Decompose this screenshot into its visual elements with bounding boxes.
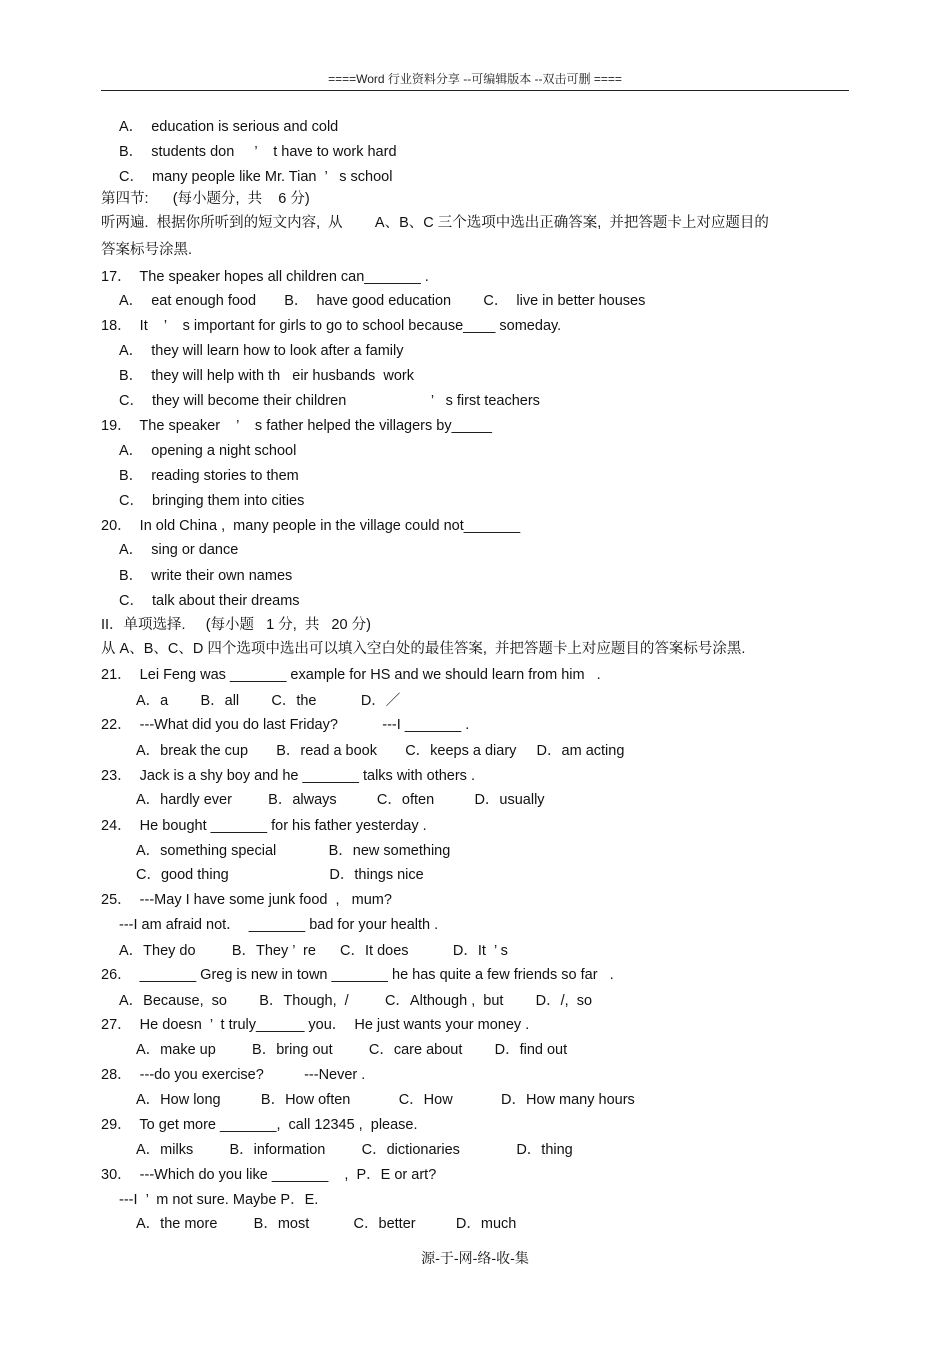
text-line: A．milks B．information C．dictionaries D．thing: [136, 1142, 573, 1158]
text-line: 20． In old China , many people in the village could not_______: [101, 518, 521, 534]
text-line: 26． _______ Greg is new in town _______ he has quite a few friends so far .: [101, 967, 614, 983]
text-line: A．break the cup B．read a book C．keeps a diary D．am acting: [136, 743, 625, 759]
text-line: A．make up B．bring out C．care about D．find out: [136, 1042, 568, 1058]
text-line: C． bringing them into cities: [119, 493, 305, 509]
text-line: 17． The speaker hopes all children can_______ .: [101, 269, 429, 285]
text-line: C．good thing D．things nice: [136, 867, 424, 883]
text-line: 25． ---May I have some junk food , mum?: [101, 892, 392, 908]
text-line: 第四节: (每小题分, 共 6 分): [101, 191, 310, 207]
text-line: 28． ---do you exercise? ---Never .: [101, 1067, 366, 1083]
text-line: 19． The speaker ’ s father helped the villagers by_____: [101, 418, 492, 434]
text-line: B． reading stories to them: [119, 468, 299, 484]
text-line: 18． It ’ s important for girls to go to school because____ someday.: [101, 318, 562, 334]
text-line: A． education is serious and cold: [119, 119, 339, 135]
text-line: C． many people like Mr. Tian ’ s school: [119, 169, 393, 185]
text-line: 22． ---What did you do last Friday? ---I _______ .: [101, 717, 470, 733]
text-line: 从 A、B、C、D 四个选项中选出可以填入空白处的最佳答案, 并把答题卡上对应题目的答案标号涂黑.: [101, 641, 746, 657]
text-line: 23． Jack is a shy boy and he _______ talks with others .: [101, 768, 475, 784]
header-divider: [101, 90, 849, 91]
text-line: 29． To get more _______, call 12345 , please.: [101, 1117, 418, 1133]
text-line: 27． He doesn ’ t truly______ you． He just wants your money .: [101, 1017, 530, 1033]
page-header: ====Word 行业资料分享 --可编辑版本 --双击可删 ====: [328, 72, 622, 86]
text-line: C． they will become their children ’ s first teachers: [119, 393, 540, 409]
text-line: 答案标号涂黑.: [101, 242, 193, 258]
text-line: 24． He bought _______ for his father yesterday .: [101, 818, 427, 834]
text-line: A． sing or dance: [119, 542, 239, 558]
text-line: B． they will help with th eir husbands work: [119, 368, 414, 384]
text-line: C． talk about their dreams: [119, 593, 300, 609]
text-line: B． students don ’ t have to work hard: [119, 144, 397, 160]
text-line: A．a B．all C．the D．／: [136, 693, 401, 709]
text-line: A． eat enough food B． have good education C． live in better houses: [119, 293, 646, 309]
text-line: B． write their own names: [119, 568, 293, 584]
text-line: ---I am afraid not． _______ bad for your health .: [119, 917, 439, 933]
text-line: II．单项选择. (每小题 1 分, 共 20 分): [101, 617, 371, 633]
text-line: A．Because, so B．Though, / C．Although , but D．/, so: [119, 993, 593, 1009]
text-line: A．hardly ever B．always C．often D．usually: [136, 792, 545, 808]
text-line: A．They do B．They ’ re C．It does D．It ’ s: [119, 943, 508, 959]
text-line: 听两遍. 根据你所听到的短文内容, 从 A、B、C 三个选项中选出正确答案, 并把答题卡上对应题目的: [101, 215, 769, 231]
text-line: ---I ’ m not sure. Maybe P．E.: [119, 1192, 319, 1208]
text-line: A．something special B．new something: [136, 843, 451, 859]
page-footer: 源-于-网-络-收-集: [421, 1251, 529, 1267]
text-line: 21． Lei Feng was _______ example for HS and we should learn from him .: [101, 667, 601, 683]
text-line: A． they will learn how to look after a family: [119, 343, 404, 359]
text-line: A．the more B．most C．better D．much: [136, 1216, 517, 1232]
text-line: 30． ---Which do you like _______ , P．E or art?: [101, 1167, 437, 1183]
text-line: A． opening a night school: [119, 443, 297, 459]
text-line: A．How long B．How often C．How D．How many hours: [136, 1092, 635, 1108]
